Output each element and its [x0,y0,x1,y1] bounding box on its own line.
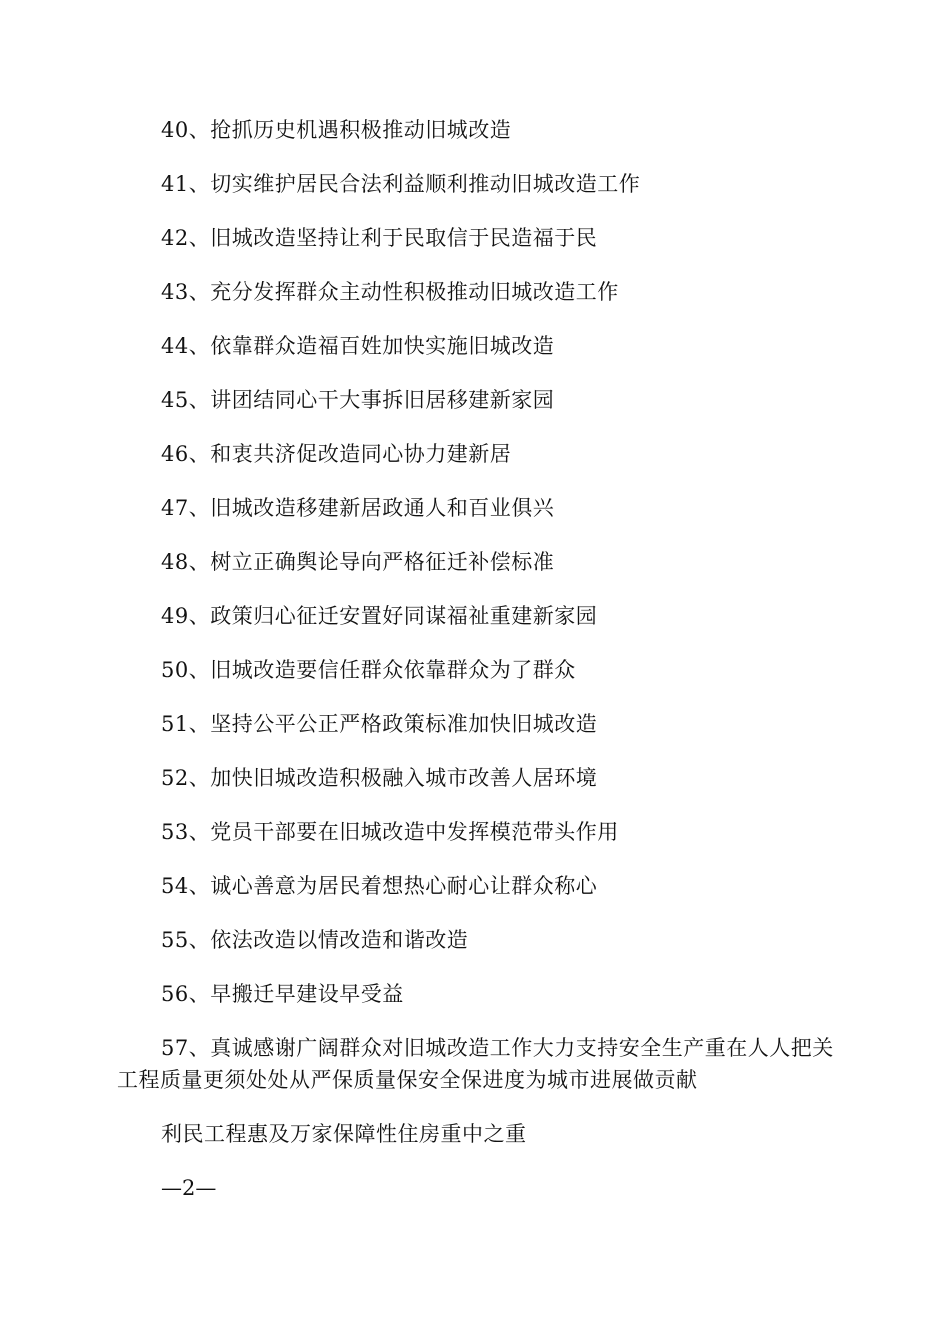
slogan-item-53: 53、党员干部要在旧城改造中发挥模范带头作用 [161,820,619,844]
closing-line: 利民工程惠及万家保障性住房重中之重 [161,1122,527,1146]
slogan-item-52: 52、加快旧城改造积极融入城市改善人居环境 [161,766,598,790]
slogan-item-42: 42、旧城改造坚持让利于民取信于民造福于民 [161,226,598,250]
page-number: —2— [161,1176,217,1200]
slogan-item-49: 49、政策归心征迁安置好同谋福祉重建新家园 [161,604,598,628]
document-body [117,114,837,1204]
slogan-item-55: 55、依法改造以情改造和谐改造 [161,928,469,952]
slogan-item-51: 51、坚持公平公正严格政策标准加快旧城改造 [161,712,598,736]
slogan-item-47: 47、旧城改造移建新居政通人和百业俱兴 [161,496,555,520]
slogan-item-56: 56、早搬迁早建设早受益 [161,982,404,1006]
slogan-item-46: 46、和衷共济促改造同心协力建新居 [161,442,512,466]
slogan-item-41: 41、切实维护居民合法利益顺利推动旧城改造工作 [161,172,641,196]
slogan-item-48: 48、树立正确舆论导向严格征迁补偿标准 [161,550,555,574]
slogan-item-44: 44、依靠群众造福百姓加快实施旧城改造 [161,334,555,358]
slogan-item-43: 43、充分发挥群众主动性积极推动旧城改造工作 [161,280,619,304]
slogan-item-45: 45、讲团结同心干大事拆旧居移建新家园 [161,388,555,412]
slogan-item-50: 50、旧城改造要信任群众依靠群众为了群众 [161,658,576,682]
slogan-item-54: 54、诚心善意为居民着想热心耐心让群众称心 [161,874,598,898]
slogan-item-57: 57、真诚感谢广阔群众对旧城改造工作大力支持安全生产重在人人把关工程质量更须处处从严保质量保安全保进度为城市进展做贡献 [117,1036,834,1092]
slogan-item-40: 40、抢抓历史机遇积极推动旧城改造 [161,118,512,142]
